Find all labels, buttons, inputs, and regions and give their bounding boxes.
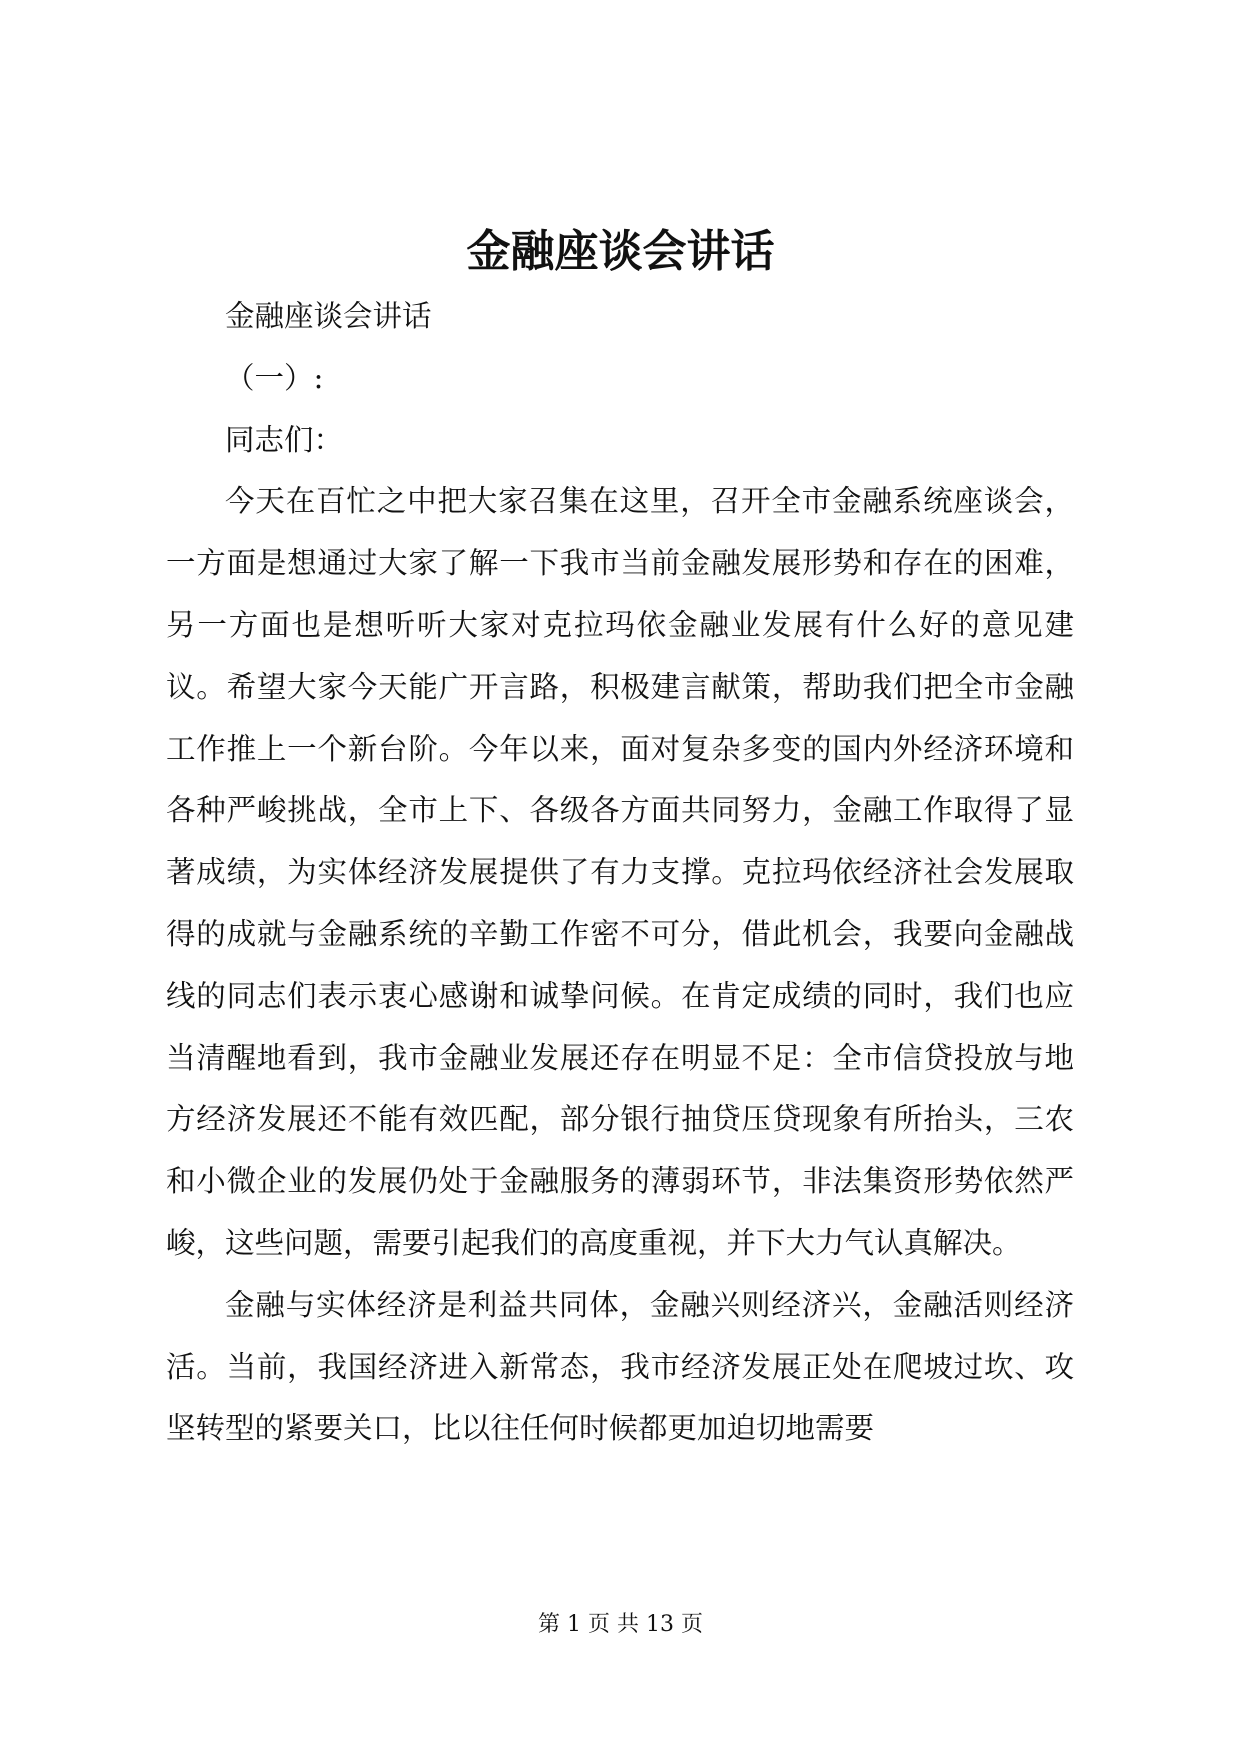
page-number-footer: 第 1 页 共 13 页	[538, 1612, 703, 1637]
section-marker: （一）:	[225, 360, 324, 395]
body-paragraph: 今天在百忙之中把大家召集在这里，召开全市金融系统座谈会，一方面是想通过大家了解一下我市当前金融发展形势和存在的困难，另一方面也是想听听大家对克拉玛依金融业发展有什么好的意见建议。希望大家今天能广开言路，积极建言献策，帮助我们把全市金融工作推上一个新台阶。今年以来，面对复杂多变的国内外经济环境和各种严峻挑战，全市上下、各级各方面共同努力，金融工作取得了显著成绩，为实体经济发展提供了有力支撑。克拉玛依经济社会发展取得的成就与金融系统的辛勤工作密不可分，借此机会，我要向金融战线的同志们表示衷心感谢和诚挚问候。在肯定成绩的同时，我们也应当清醒地看到，我市金融业发展还存在明显不足：全市信贷投放与地方经济发展还不能有效匹配，部分银行抽贷压贷现象有所抬头，三农和小微企业的发展仍处于金融服务的薄弱环节，非法集资形势依然严峻，这些问题，需要引起我们的高度重视，并下大力气认真解决。	[166, 484, 1074, 1260]
salutation: 同志们：	[225, 422, 344, 457]
body-paragraph: 金融与实体经济是利益共同体，金融兴则经济兴，金融活则经济活。当前，我国经济进入新常态，我市经济发展正处在爬坡过坎、攻坚转型的紧要关口，比以往任何时候都更加迫切地需要	[166, 1287, 1074, 1446]
document-body	[166, 286, 1074, 1460]
document-title: 金融座谈会讲话	[466, 226, 775, 277]
subtitle-paragraph: 金融座谈会讲话	[225, 299, 432, 333]
